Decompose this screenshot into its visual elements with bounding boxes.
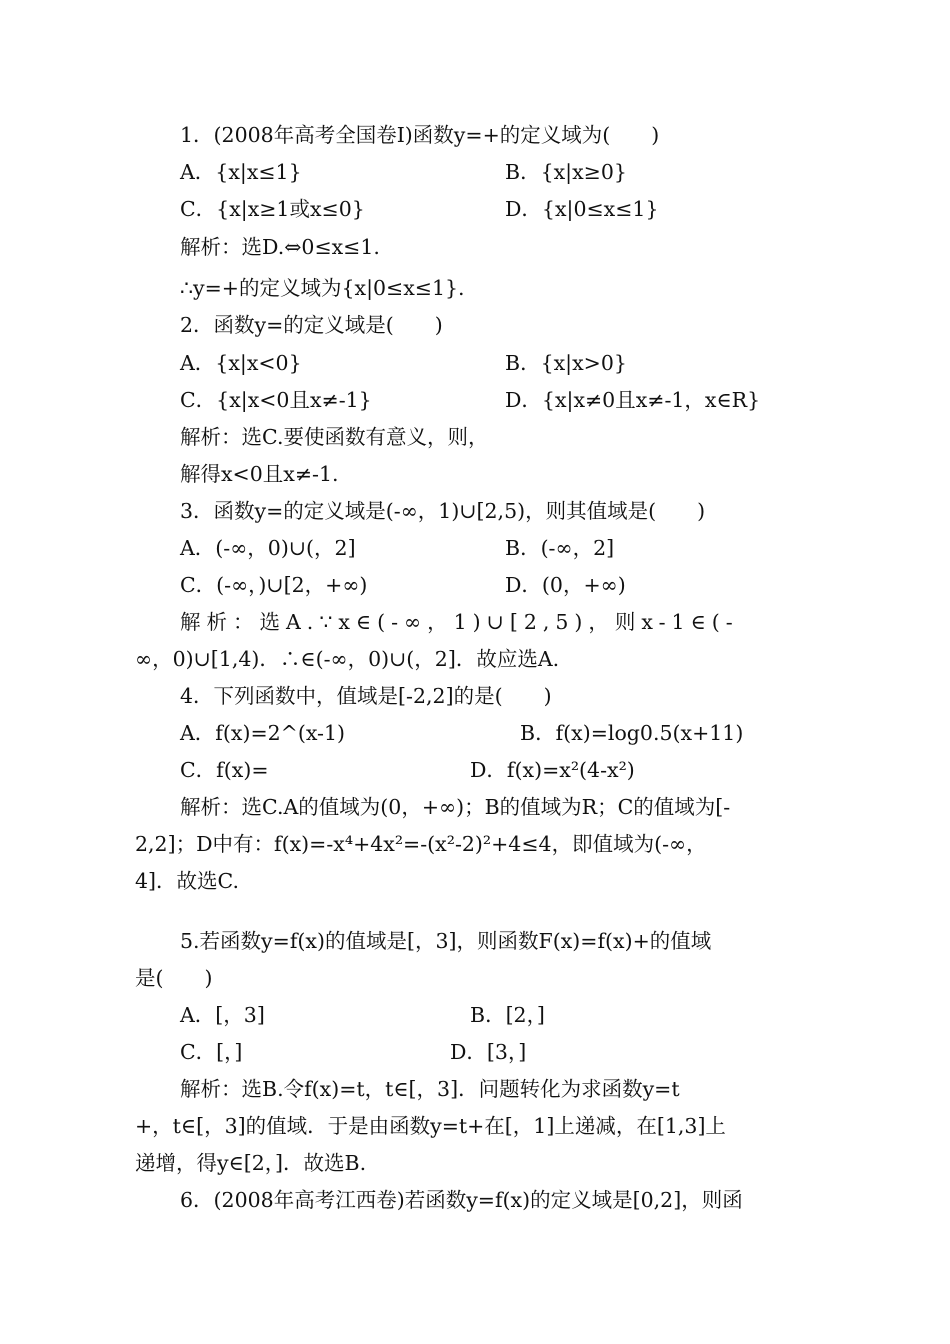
q4-option-b: B．f(x)=log0.5(x+11) — [520, 721, 744, 745]
q5-option-d: D．[3，] — [450, 1040, 527, 1064]
q4-option-a: A．f(x)=2^(x-1) — [180, 721, 346, 745]
q3-option-c: C．(-∞，)∪[2，+∞) — [180, 573, 368, 597]
q2-option-a: A．{x|x<0} — [180, 351, 302, 375]
q4-solution-line-1: 解析：选C.A的值域为(0，+∞)；B的值域为R；C的值域为[- — [180, 795, 731, 819]
q3-option-d: D．(0，+∞) — [505, 573, 626, 597]
question-6-stem: 6．(2008年高考江西卷)若函数y=f(x)的定义域是[0,2]，则函 — [180, 1188, 743, 1212]
q1-option-d: D．{x|0≤x≤1} — [505, 197, 659, 221]
q3-solution-line-1: 解析：选A.∵x∈(-∞，1)∪[2,5)，则x-1∈(- — [180, 610, 739, 634]
q5-option-b: B．[2，] — [470, 1003, 545, 1027]
question-2-stem: 2．函数y=的定义域是( ) — [180, 313, 443, 337]
question-4-stem: 4．下列函数中，值域是[-2,2]的是( ) — [180, 684, 552, 708]
q5-solution-line-3: 递增，得y∈[2，]．故选B. — [135, 1151, 367, 1175]
q2-option-d: D．{x|x≠0且x≠-1，x∈R} — [505, 388, 761, 412]
q1-solution-line-2: ∴y=+的定义域为{x|0≤x≤1}. — [180, 276, 465, 300]
q4-solution-line-3: 4]．故选C. — [135, 869, 240, 893]
q2-option-c: C．{x|x<0且x≠-1} — [180, 388, 372, 412]
q3-option-a: A．(-∞，0)∪(，2] — [180, 536, 356, 560]
q5-solution-line-2: +，t∈[，3]的值域．于是由函数y=t+在[，1]上递减，在[1,3]上 — [135, 1114, 726, 1138]
q5-solution-line-1: 解析：选B.令f(x)=t，t∈[，3]．问题转化为求函数y=t — [180, 1077, 680, 1101]
question-3-stem: 3．函数y=的定义域是(-∞，1)∪[2,5)，则其值域是( ) — [180, 499, 706, 523]
q3-option-b: B．(-∞，2] — [505, 536, 615, 560]
q1-solution-line-1: 解析：选D.⇔0≤x≤1. — [180, 235, 380, 259]
question-5-stem-line-2: 是( ) — [135, 966, 213, 990]
q5-option-a: A．[，3] — [180, 1003, 265, 1027]
q2-option-b: B．{x|x>0} — [505, 351, 627, 375]
q2-solution-line-1: 解析：选C.要使函数有意义，则， — [180, 425, 489, 449]
q5-option-c: C．[，] — [180, 1040, 243, 1064]
q4-option-d: D．f(x)=x²(4-x²) — [470, 758, 635, 782]
q1-option-b: B．{x|x≥0} — [505, 160, 627, 184]
question-1-stem: 1．(2008年高考全国卷Ⅰ)函数y=+的定义域为( ) — [180, 123, 660, 147]
q2-solution-line-2: 解得x<0且x≠-1. — [180, 462, 339, 486]
question-5-stem-line-1: 5.若函数y=f(x)的值域是[，3]，则函数F(x)=f(x)+的值域 — [180, 929, 712, 953]
q1-option-a: A．{x|x≤1} — [180, 160, 302, 184]
q1-option-c: C．{x|x≥1或x≤0} — [180, 197, 365, 221]
q4-solution-line-2: 2,2]；D中有：f(x)=-x⁴+4x²=-(x²-2)²+4≤4，即值域为(-∞， — [135, 832, 707, 856]
q3-solution-line-2: ∞，0)∪[1,4)．∴∈(-∞，0)∪(，2]．故应选A. — [135, 647, 560, 671]
q4-option-c: C．f(x)= — [180, 758, 269, 782]
